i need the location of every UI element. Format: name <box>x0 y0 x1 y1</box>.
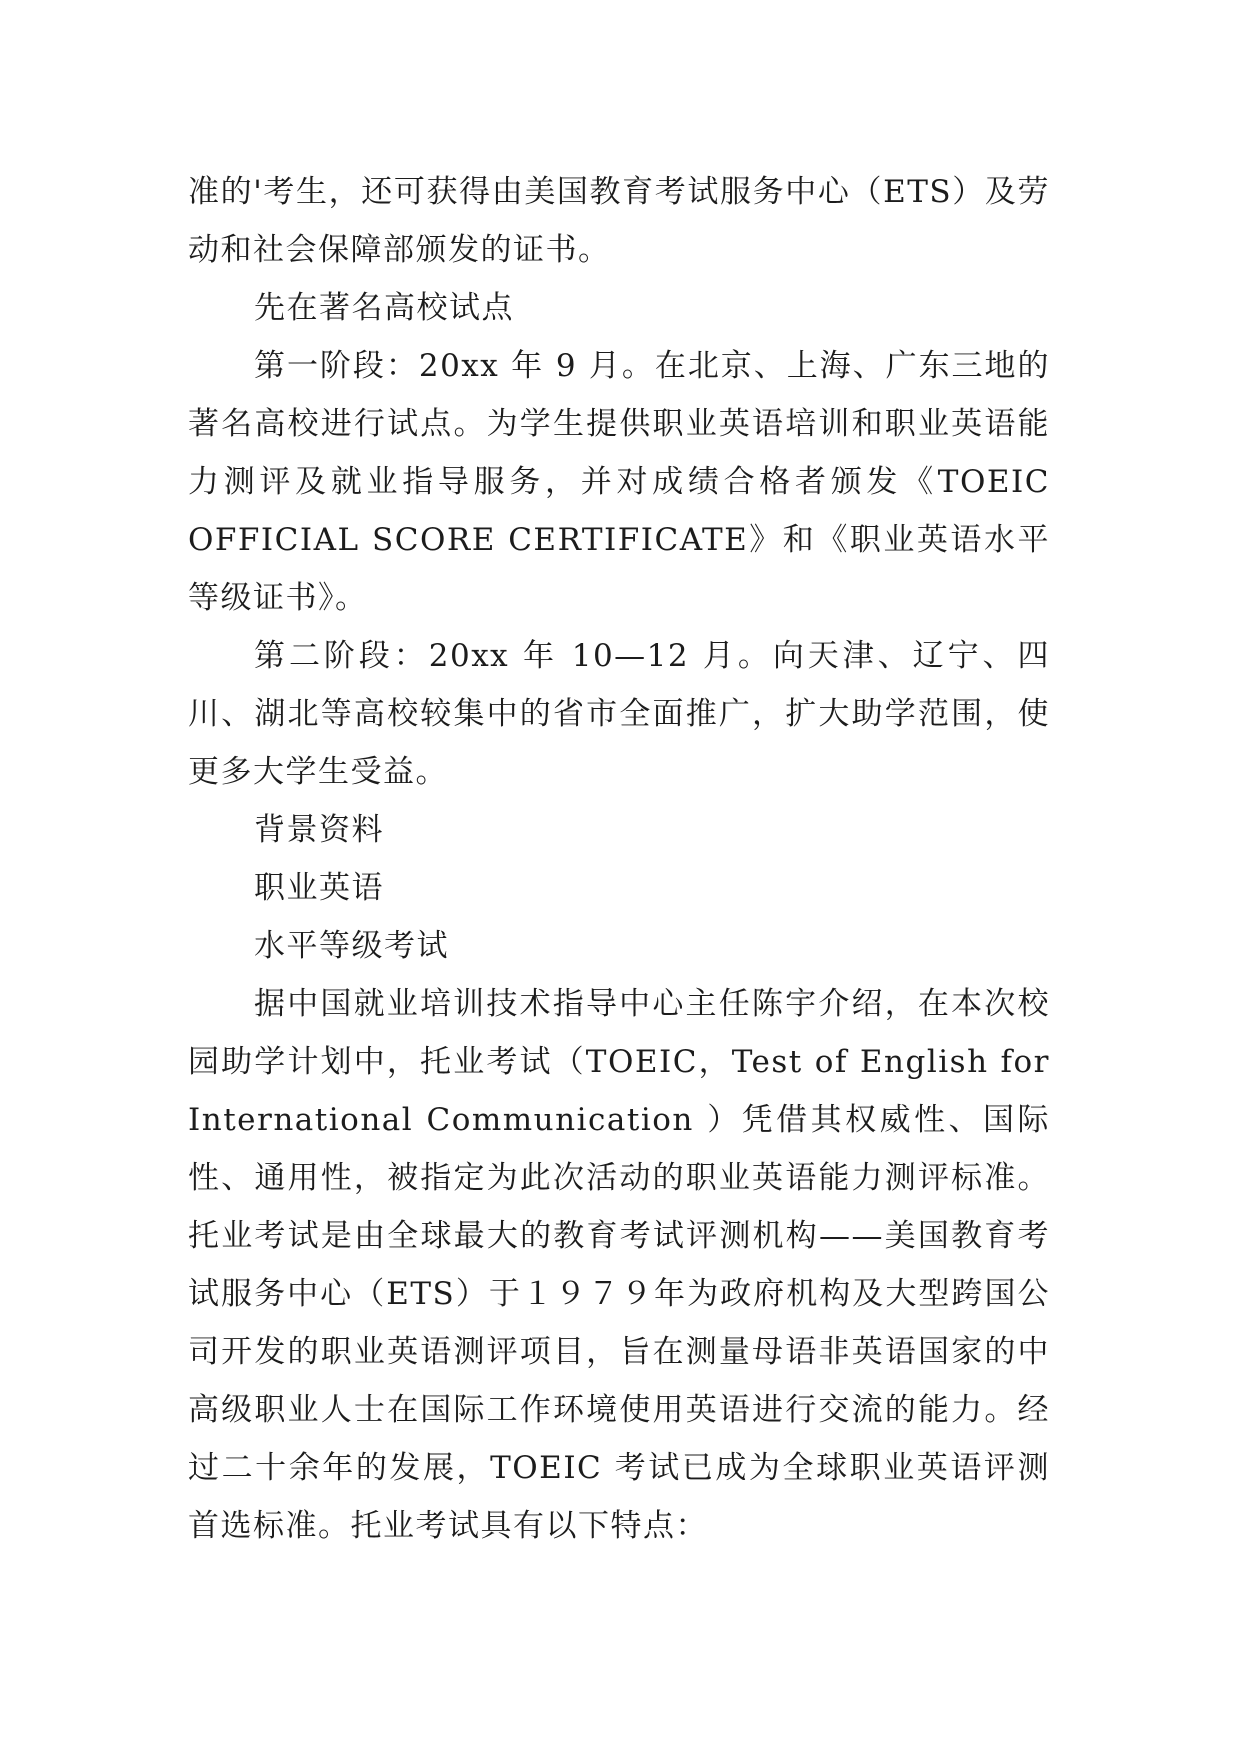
heading-background: 背景资料 <box>254 812 384 848</box>
document-body <box>188 163 1050 1555</box>
heading-vocational-english: 职业英语 <box>254 870 384 906</box>
heading-level-exam: 水平等级考试 <box>254 928 449 964</box>
paragraph-phase-two: 第二阶段：20xx 年 10—12 月。向天津、辽宁、四川、湖北等高校较集中的省市全面推广，扩大助学范围，使更多大学生受益。 <box>188 638 1050 790</box>
paragraph-toeic-intro: 据中国就业培训技术指导中心主任陈宇介绍，在本次校园助学计划中，托业考试（TOEIC，Test of English for International Communication ）凭借其权威性、国际性、通用性，被指定为此次活动的职业英语能力测评标准。托业考试是由全球最大的教育考试评测机构——美国教育考试服务中心（ETS）于１９７９年为政府机构及大型跨国公司开发的职业英语测评项目，旨在测量母语非英语国家的中高级职业人士在国际工作环境使用英语进行交流的能力。经过二十余年的发展，TOEIC 考试已成为全球职业英语评测首选标准。托业考试具有以下特点： <box>188 986 1050 1544</box>
heading-pilot-schools: 先在著名高校试点 <box>254 290 514 326</box>
paragraph-phase-one: 第一阶段：20xx 年 9 月。在北京、上海、广东三地的著名高校进行试点。为学生提供职业英语培训和职业英语能力测评及就业指导服务，并对成绩合格者颁发《TOEIC OFFICIAL SCORE CERTIFICATE》和《职业英语水平等级证书》。 <box>188 348 1050 616</box>
paragraph-certificate-note: 准的'考生，还可获得由美国教育考试服务中心（ETS）及劳动和社会保障部颁发的证书。 <box>188 174 1050 268</box>
